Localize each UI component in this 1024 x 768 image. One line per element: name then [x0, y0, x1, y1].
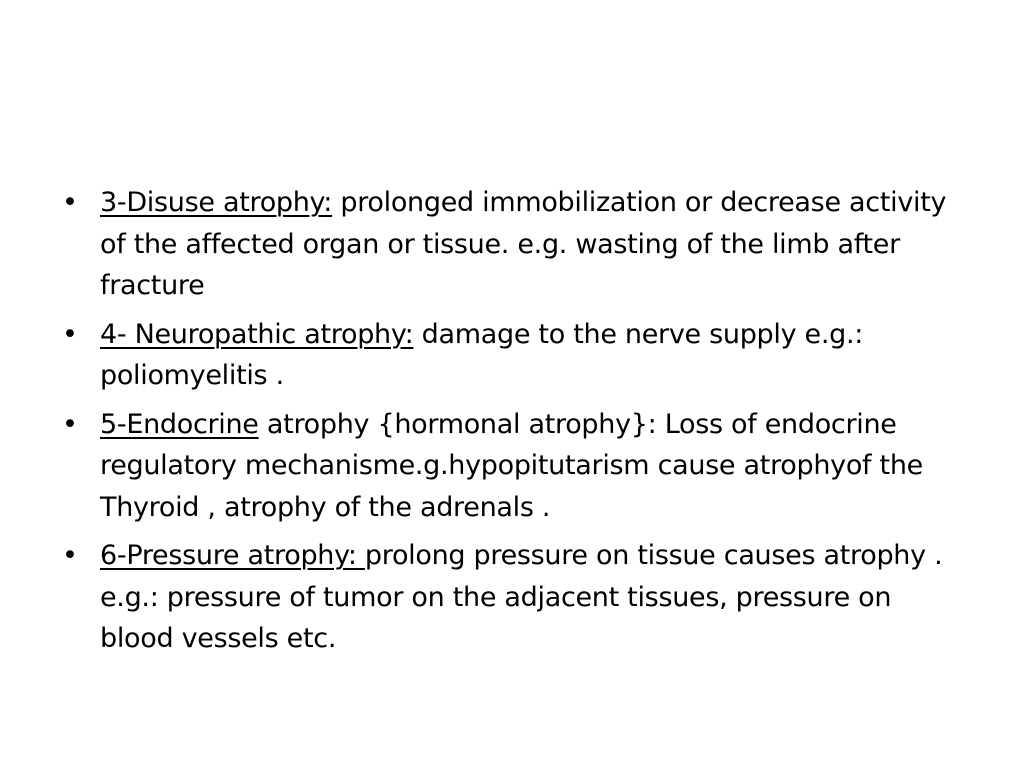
bullet-item-neuropathic-atrophy — [62, 314, 972, 397]
bullet-list — [62, 182, 972, 667]
term-pressure-atrophy: 6-Pressure atrophy: — [100, 540, 365, 571]
term-neuropathic-atrophy: 4- Neuropathic atrophy: — [100, 318, 414, 350]
bullet-icon: • — [62, 540, 78, 571]
description-neuropathic-atrophy: damage to the nerve supply e.g.: poliomyelitis . — [100, 318, 864, 391]
bullet-icon: • — [62, 318, 78, 350]
bullet-icon: • — [62, 187, 78, 218]
term-endocrine: 5-Endocrine — [100, 408, 259, 440]
bullet-item-endocrine-atrophy — [62, 404, 972, 529]
description-disuse-atrophy: prolonged immobilization or decrease activity of the affected organ or tissue. e.g. wasting of the limb after fracture — [100, 187, 947, 301]
description-endocrine-atrophy: atrophy {hormonal atrophy}: Loss of endocrine regulatory mechanisme.g.hypopitutarism cause atrophyof the Thyroid , atrophy of the adrenals . — [100, 408, 923, 523]
bullet-item-disuse-atrophy — [62, 182, 972, 307]
bullet-item-pressure-atrophy — [62, 535, 972, 660]
description-pressure-atrophy: prolong pressure on tissue causes atrophy . e.g.: pressure of tumor on the adjacent tissues, pressure on blood vessels etc. — [100, 540, 943, 654]
term-disuse-atrophy: 3-Disuse atrophy: — [100, 187, 333, 218]
bullet-icon: • — [62, 408, 78, 440]
